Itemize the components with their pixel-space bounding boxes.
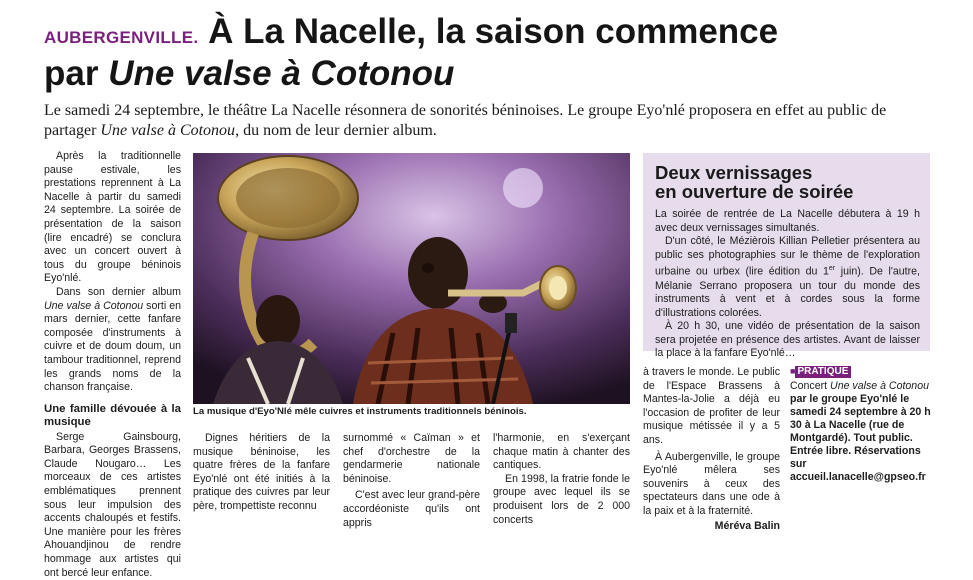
standfirst-italic: Une valse à Cotonou — [100, 122, 236, 139]
practical-square-icon: ■ — [790, 366, 796, 376]
concert-photo — [193, 153, 630, 404]
box-p2-prefix: D'un côté, le Mézièrois Killian Pelletier présentera au public ses photographies sur le thème de l'exploration urbaine ou urbex (lire édition du 1 — [655, 235, 920, 278]
column-3-paragraph-1: surnommé « Caïman » et chef d'orchestre de la gendarmerie nationale béninoise. — [343, 432, 480, 485]
practical-italic: Une valse à Cotonou — [830, 380, 929, 392]
column-1-paragraph-3: Serge Gainsbourg, Barbara, Georges Brassens, Claude Nougaro… Les morceaux de ces artistes emblématiques prennent sous leur impulsion des accents chaloupés et festifs. Une manière pour les frères Ahouandjinou de rendre hommage aux artistes qui ont bercé leur enfance. — [44, 430, 181, 579]
column-1 — [44, 150, 181, 580]
kicker: AUBERGENVILLE. — [44, 28, 199, 47]
box-title-line-2: en ouverture de soirée — [655, 181, 854, 202]
column-4 — [493, 432, 630, 527]
headline-title-2-prefix: par — [44, 54, 109, 93]
column-3-paragraph-2: C'est avec leur grand-père accordéoniste qu'ils ont appris — [343, 489, 480, 529]
headline-block — [44, 14, 944, 92]
column-1-p2-italic: Une valse à Cotonou — [44, 299, 144, 312]
box-title-line-1: Deux vernissages — [655, 162, 813, 183]
column-2-paragraph-1: Dignes héritiers de la musique béninoise, les quatre frères de la fanfare Eyo'nlé ont été initiés à la pratique des cuivres par leur père, trompettiste reconnu — [193, 432, 330, 512]
practical-text — [790, 380, 932, 484]
standfirst — [44, 101, 934, 141]
box-title — [655, 163, 920, 201]
column-1-paragraph-2 — [44, 286, 181, 395]
column-4-paragraph-1: l'harmonie, en s'exerçant chaque matin à chanter des cantiques. — [493, 432, 630, 472]
box-p2-suffix: juin). De l'autre, Mélanie Serrano proposera un tour du monde des instruments à vent et à cordes sous la forme d'illustrations colorées. — [655, 265, 920, 319]
photo-caption: La musique d'Eyo'Nlé mêle cuivres et instruments traditionnels béninois. — [193, 406, 527, 417]
box-p2-sup: er — [828, 265, 836, 273]
author-signature: Méréva Balin — [714, 519, 780, 532]
column-3 — [343, 432, 480, 530]
practical-prefix: Concert — [790, 380, 831, 392]
sidebar-box — [643, 153, 930, 360]
column-1-paragraph-1: Après la traditionnelle pause estivale, les prestations reprennent à La Nacelle à partir du samedi 24 septembre. La soirée de présentation de la saison (lire encadré) se conclura avec un concert ouvert à tous du groupe béninois Eyo'nlé. — [44, 150, 181, 285]
column-5-paragraph-1: à travers le monde. Le public de l'Espace Brassens à Mantes-la-Jolie a déjà eu l'occasion de profiter de leur musique métissée il y a 5 ans. — [643, 366, 780, 446]
headline-line-2 — [44, 56, 944, 92]
practical-bold: par le groupe Eyo'nlé le samedi 24 septembre à 20 h 30 à La Nacelle (rue de Montgardé). Tout public. Entrée libre. Réservations sur accueil.lanacelle@gpseo.fr — [790, 393, 931, 483]
column-5 — [643, 366, 780, 533]
practical-info — [790, 365, 932, 484]
headline-line-1 — [44, 14, 944, 56]
headline-title-1: À La Nacelle, la saison commence — [208, 12, 779, 51]
box-paragraph-1: La soirée de rentrée de La Nacelle débutera à 19 h avec deux vernissages simultanés. — [655, 208, 920, 234]
column-1-p2-prefix: Dans son dernier album — [56, 285, 181, 298]
column-2 — [193, 432, 330, 514]
practical-label-row — [790, 365, 932, 378]
standfirst-part-2: , du nom de leur dernier album. — [235, 122, 437, 139]
box-text — [655, 208, 920, 361]
box-paragraph-2 — [655, 235, 920, 320]
headline-title-2-italic: Une valse à Cotonou — [108, 54, 455, 93]
practical-label: PRATIQUE — [795, 366, 851, 378]
box-paragraph-3: À 20 h 30, une vidéo de présentation de la saison sera projetée en présence des artistes. Avant de laisser la place à la fanfare Eyo'nlé… — [655, 320, 920, 360]
column-5-paragraph-2: À Aubergenville, le groupe Eyo'nlé mêlera ses souvenirs à ceux des spectateurs dans une ode à la paix et à la fraternité. — [643, 450, 780, 517]
column-4-paragraph-2: En 1998, la fratrie fonde le groupe avec lequel ils se produisent lors de 2 000 concerts — [493, 472, 630, 526]
subheading-family: Une famille dévouée à la musique — [44, 402, 181, 428]
column-1-p2-suffix: sorti en mars dernier, cette fanfare composée d'instruments à cuivre et de doum doum, un tambour traditionnel, reprend les grands noms de la chanson française. — [44, 299, 181, 394]
concert-photo-illustration — [193, 153, 630, 404]
standfirst-part-1: Le samedi 24 septembre, le théâtre La Nacelle résonnera de sonorités béninoises. Le groupe Eyo'nlé proposera en effet au public de partager — [44, 102, 887, 139]
